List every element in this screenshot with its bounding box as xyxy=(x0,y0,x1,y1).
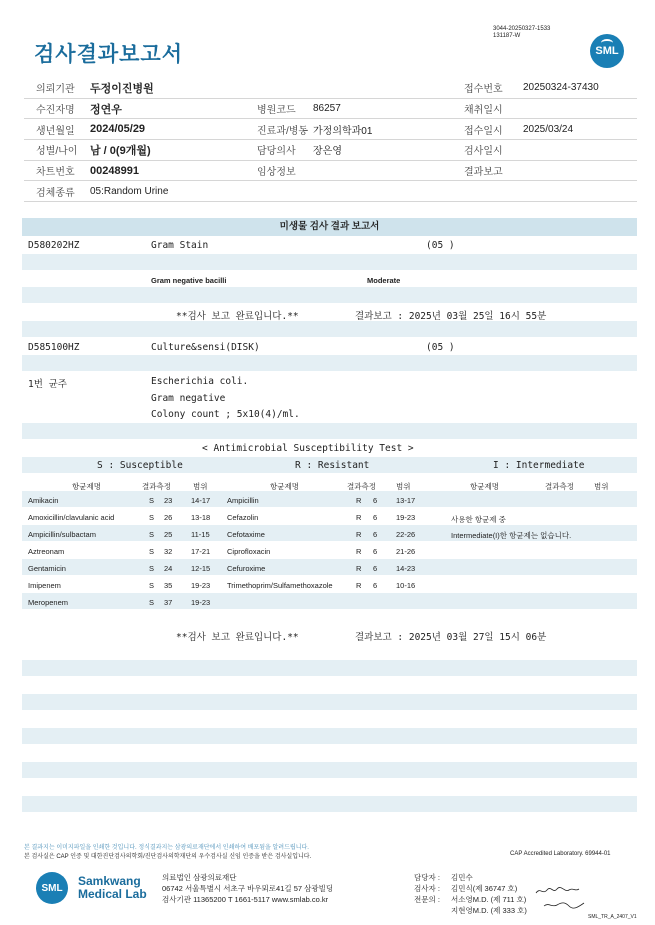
col-result: 결과측정 xyxy=(347,482,376,491)
report-label: 결과보고 xyxy=(464,167,503,179)
document-id xyxy=(493,26,550,40)
organism-gram: Gram negative xyxy=(151,393,226,404)
ast-range: 13-17 xyxy=(396,496,416,505)
ast-drug-name: Gentamicin xyxy=(28,564,66,573)
test-code-2: D585100HZ xyxy=(28,342,80,353)
ast-drug-name: Cefotaxime xyxy=(227,530,265,539)
tester-label: 검사자 : xyxy=(414,884,440,893)
info-row xyxy=(24,78,637,99)
ast-sir: R xyxy=(356,564,362,573)
ast-sir: S xyxy=(149,496,155,505)
ast-drug-name: Trimethoprim/Sulfamethoxazole xyxy=(227,581,333,590)
info-row xyxy=(24,140,637,161)
ast-range: 10-16 xyxy=(396,581,416,590)
row-stripe xyxy=(22,254,637,270)
specialist-signature xyxy=(543,900,585,910)
row-stripe xyxy=(22,423,637,439)
staff-value: 김민수 xyxy=(451,873,473,882)
ast-drug-name: Cefuroxime xyxy=(227,564,266,573)
ast-drug-name: Meropenem xyxy=(28,598,69,607)
ast-result: 23 xyxy=(164,496,173,505)
ast-sir: R xyxy=(356,496,362,505)
sex-age-value: 남 / 0(9개월) xyxy=(90,144,151,157)
gram-result: Gram negative bacilli xyxy=(151,276,227,285)
ast-range: 21-26 xyxy=(396,547,416,556)
institution-value: 두정이진병원 xyxy=(90,82,154,95)
info-row xyxy=(24,161,637,182)
ast-result: 37 xyxy=(164,598,173,607)
legend-intermediate: I : Intermediate xyxy=(493,460,585,471)
doc-id-line2: 131187-W xyxy=(493,33,521,39)
row-stripe xyxy=(22,728,637,744)
sml-logo-icon: SML xyxy=(590,34,624,68)
ast-range: 19-23 xyxy=(191,598,211,607)
row-stripe xyxy=(22,660,637,676)
row-stripe xyxy=(22,287,637,303)
gram-amount: Moderate xyxy=(367,276,401,285)
info-row xyxy=(24,99,637,120)
ast-result: 6 xyxy=(373,513,378,522)
tester-signature xyxy=(535,886,580,896)
ast-sir: S xyxy=(149,598,155,607)
ast-result: 32 xyxy=(164,547,173,556)
complete-time-2: 결과보고 : 2025년 03월 27일 15시 06분 xyxy=(355,632,547,643)
col-range: 범위 xyxy=(193,482,208,491)
ast-range: 14-23 xyxy=(396,564,416,573)
ast-result: 6 xyxy=(373,547,378,556)
ast-sir: S xyxy=(149,564,155,573)
ast-drug-name: Cefazolin xyxy=(227,513,259,522)
org-name: 의료법인 삼광의료재단 xyxy=(162,873,237,882)
patient-value: 정연우 xyxy=(90,103,122,116)
test-code-1: D580202HZ xyxy=(28,240,80,251)
ast-result: 26 xyxy=(164,513,173,522)
intermediate-note-2: Intermediate(I)한 항균제는 없습니다. xyxy=(451,531,572,540)
ast-result: 35 xyxy=(164,581,173,590)
ast-range: 12-15 xyxy=(191,564,211,573)
sex-age-label: 성별/나이 xyxy=(36,146,78,158)
doctor-label: 담당의사 xyxy=(257,146,296,158)
ast-title: < Antimicrobial Susceptibility Test > xyxy=(202,443,414,454)
dob-value: 2024/05/29 xyxy=(90,123,146,136)
dob-label: 생년월일 xyxy=(36,125,75,137)
row-stripe xyxy=(22,355,637,371)
collect-label: 채취일시 xyxy=(464,105,503,117)
disclaimer-image: 본 결과지는 이미지파일을 인쇄한 것입니다. 정식결과지는 삼광의료재단에서 인쇄하여 배포됨을 알려드립니다. xyxy=(24,845,309,851)
ast-range: 19-23 xyxy=(396,513,416,522)
row-stripe xyxy=(22,796,637,812)
legend-susceptible: S : Susceptible xyxy=(97,460,183,471)
test-num-2: (05 ) xyxy=(426,342,455,353)
ast-sir: R xyxy=(356,547,362,556)
col-drug: 항균제명 xyxy=(270,482,299,491)
col-drug: 항균제명 xyxy=(470,482,499,491)
ast-drug-name: Imipenem xyxy=(28,581,61,590)
hospital-code-value: 86257 xyxy=(313,103,341,115)
ast-drug-name: Aztreonam xyxy=(28,547,65,556)
specialist-label: 전문의 : xyxy=(414,895,440,904)
doctor-value: 장은영 xyxy=(313,146,342,158)
ast-result: 24 xyxy=(164,564,173,573)
info-row xyxy=(24,181,637,202)
test-name-2: Culture&sensi(DISK) xyxy=(151,342,260,353)
patient-label: 수진자명 xyxy=(36,105,75,117)
test-num-1: (05 ) xyxy=(426,240,455,251)
complete-message-2: **검사 보고 완료입니다.** xyxy=(176,632,299,643)
intermediate-note-1: 사용한 항균제 중 xyxy=(451,515,506,524)
ast-sir: R xyxy=(356,581,362,590)
receipt-date-label: 접수일시 xyxy=(464,125,503,137)
col-range: 범위 xyxy=(396,482,411,491)
col-drug: 항균제명 xyxy=(72,482,101,491)
specimen-label: 검체종류 xyxy=(36,187,75,199)
ast-range: 22-26 xyxy=(396,530,416,539)
report-title: 검사결과보고서 xyxy=(34,43,184,66)
ast-sir: S xyxy=(149,547,155,556)
info-row xyxy=(24,119,637,140)
ast-sir: S xyxy=(149,513,155,522)
org-contact: 검사기관 11365200 T 1661-5117 www.smlab.co.kr xyxy=(162,895,329,904)
sml-footer-logo-icon: SML xyxy=(36,872,68,904)
ast-range: 19-23 xyxy=(191,581,211,590)
col-range: 범위 xyxy=(594,482,609,491)
row-stripe xyxy=(22,694,637,710)
dept-label: 진료과/병동 xyxy=(257,125,309,137)
receipt-no-label: 접수번호 xyxy=(464,84,503,96)
section-title: 미생물 검사 결과 보고서 xyxy=(22,218,637,236)
ast-range: 14-17 xyxy=(191,496,211,505)
ast-drug-name: Ampicillin xyxy=(227,496,259,505)
brand-name xyxy=(78,875,147,901)
ast-sir: R xyxy=(356,530,362,539)
ast-result: 25 xyxy=(164,530,173,539)
dept-value: 가정의학과01 xyxy=(313,125,373,137)
row-stripe xyxy=(22,321,637,337)
staff-label: 담당자 : xyxy=(414,873,440,882)
hospital-code-label: 병원코드 xyxy=(257,105,296,117)
tester-value: 김민식(제 36747 호) xyxy=(451,884,518,893)
row-stripe xyxy=(22,762,637,778)
row-stripe xyxy=(22,491,637,507)
colony-count: Colony count ; 5x10(4)/ml. xyxy=(151,409,300,420)
col-result: 결과측정 xyxy=(142,482,171,491)
ast-result: 6 xyxy=(373,530,378,539)
test-date-label: 검사일시 xyxy=(464,146,503,158)
ast-drug-name: Amoxicillin/clavulanic acid xyxy=(28,513,115,522)
organism-label: 1번 균주 xyxy=(28,379,67,390)
ast-sir: S xyxy=(149,581,155,590)
row-stripe xyxy=(22,559,637,575)
organism-name: Escherichia coli. xyxy=(151,376,249,387)
disclaimer-cap: 본 검사실은 CAP 인증 및 대한진단검사의학회/진단검사의학재단의 우수검사실 신임 인증을 받은 검사실입니다. xyxy=(24,854,312,860)
chart-label: 차트번호 xyxy=(36,167,75,179)
specialist-value-2: 지현영M.D. (제 333 호) xyxy=(451,906,527,915)
doc-id-line1: 3044-20250327-1533 xyxy=(493,26,551,32)
brand-line2: Medical Lab xyxy=(78,887,147,901)
patient-info-table xyxy=(24,78,637,202)
clinical-label: 임상정보 xyxy=(257,167,296,179)
ast-range: 17-21 xyxy=(191,547,211,556)
ast-drug-name: Ciprofloxacin xyxy=(227,547,271,556)
chart-value: 00248991 xyxy=(90,164,139,177)
test-name-1: Gram Stain xyxy=(151,240,209,251)
ast-drug-name: Amikacin xyxy=(28,496,59,505)
ast-result: 6 xyxy=(373,496,378,505)
ast-result: 6 xyxy=(373,581,378,590)
ast-sir: R xyxy=(356,513,362,522)
ast-sir: S xyxy=(149,530,155,539)
col-result: 결과측정 xyxy=(545,482,574,491)
ast-drug-name: Ampicillin/sulbactam xyxy=(28,530,96,539)
institution-label: 의뢰기관 xyxy=(36,84,75,96)
brand-line1: Samkwang xyxy=(78,874,141,888)
legend-resistant: R : Resistant xyxy=(295,460,370,471)
form-code: SML_TR_A_2407_V1 xyxy=(588,914,637,920)
cap-accredited: CAP Accredited Laboratory. 69944-01 xyxy=(510,851,611,857)
ast-result: 6 xyxy=(373,564,378,573)
receipt-no-value: 20250324-37430 xyxy=(523,82,599,94)
receipt-date-value: 2025/03/24 xyxy=(523,123,574,135)
complete-message-1: **검사 보고 완료입니다.** xyxy=(176,311,299,322)
specimen-value: 05:Random Urine xyxy=(90,185,169,197)
ast-range: 11-15 xyxy=(191,530,210,539)
org-address: 06742 서울특별시 서초구 바우뫼로41길 57 삼광빌딩 xyxy=(162,884,334,893)
ast-range: 13-18 xyxy=(191,513,211,522)
specialist-value-1: 서소영M.D. (제 711 호) xyxy=(451,895,527,904)
row-stripe xyxy=(22,593,637,609)
complete-time-1: 결과보고 : 2025년 03월 25일 16시 55분 xyxy=(355,311,547,322)
